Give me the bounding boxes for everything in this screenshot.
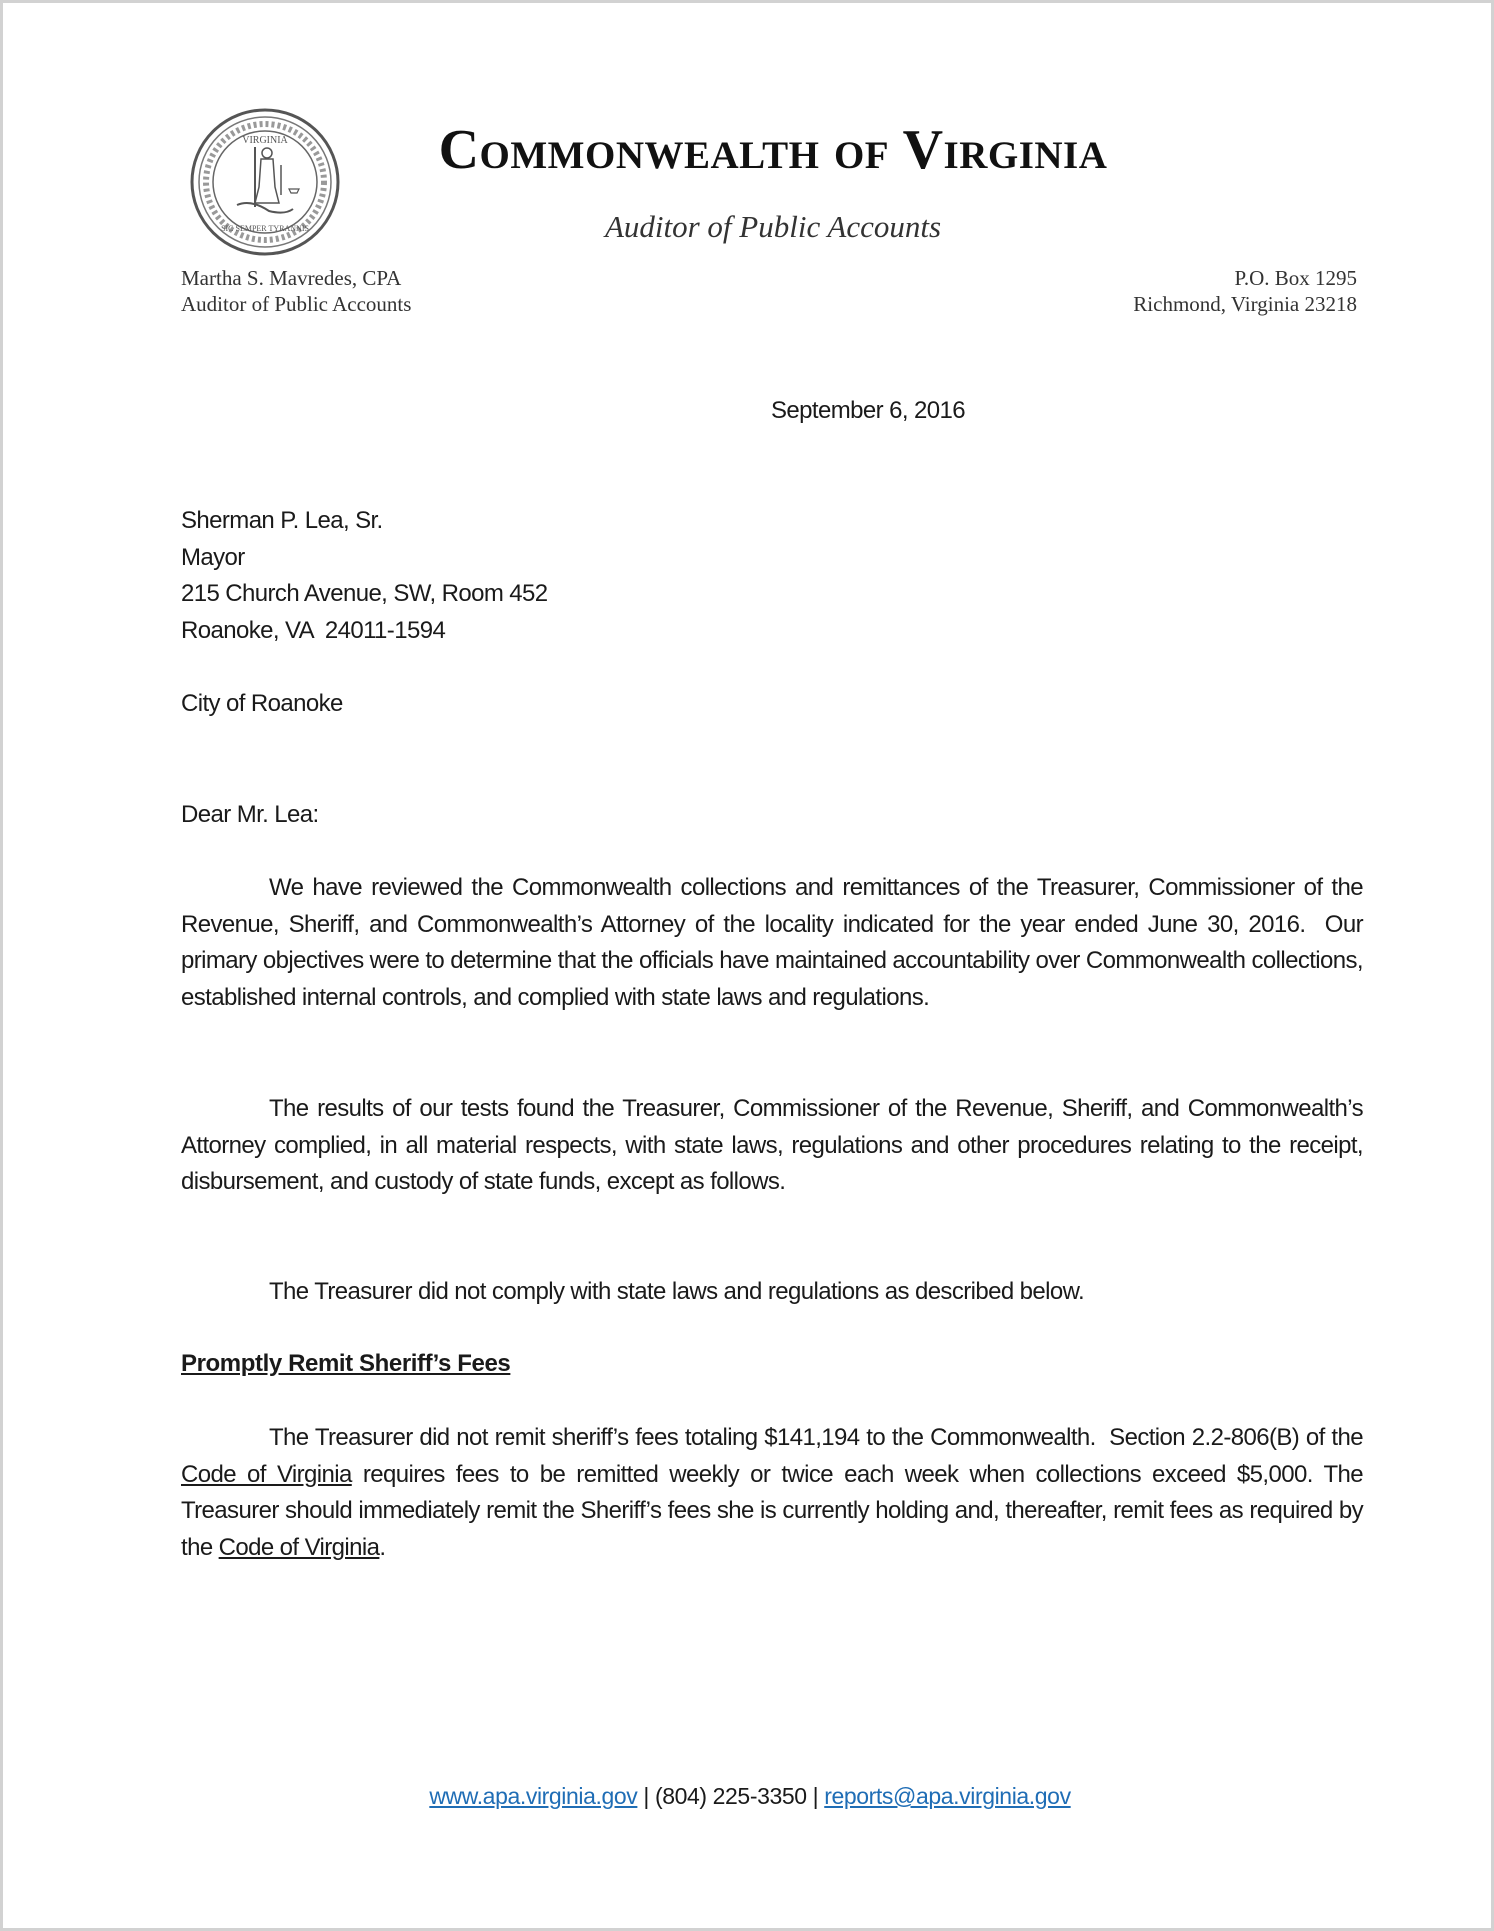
letter-date: September 6, 2016	[771, 397, 965, 424]
paragraph-text: We have reviewed the Commonwealth collections and remittances of the Treasurer, Commissioner of the Revenue, Sheriff, and Commonwealth’s Attorney of the locality indicated for the year ended June 30, 2016. Our primary objectives were to determine that the officials have maintained accountability over Commonwealth collections, established internal controls, and complied with state laws and regulations.	[181, 874, 1370, 1012]
svg-text:SIC SEMPER TYRANNIS: SIC SEMPER TYRANNIS	[221, 224, 309, 233]
svg-text:VIRGINIA: VIRGINIA	[242, 135, 288, 146]
footer-separator: |	[643, 1783, 649, 1809]
letterhead-title: Commonwealth of Virginia	[438, 119, 1108, 181]
recipient-city-state-zip: Roanoke, VA 24011-1594	[181, 617, 446, 645]
finding-text-c: .	[379, 1534, 386, 1562]
virginia-seal-icon	[189, 107, 341, 257]
recipient-name: Sherman P. Lea, Sr.	[181, 507, 383, 534]
paragraph-noncompliance	[181, 1274, 1363, 1311]
finding-heading: Promptly Remit Sheriff’s Fees	[181, 1350, 511, 1377]
recipient-street: 215 Church Avenue, SW, Room 452	[181, 580, 548, 608]
letterhead-subtitle: Auditor of Public Accounts	[604, 209, 942, 244]
phone-number: (804) 225-3350	[654, 1783, 807, 1809]
sender-block	[181, 265, 411, 317]
footer-separator: |	[812, 1783, 819, 1809]
code-of-virginia-ref: Code of Virginia	[218, 1534, 380, 1562]
sender-address-block	[1133, 265, 1357, 317]
footer	[3, 1779, 1494, 1813]
paragraph-text: The results of our tests found the Treasurer, Commissioner of the Revenue, Sheriff, and Commonwealth’s Attorney complied, in all material respects, with state laws, regulations and other procedures relating to the receipt, disbursement, and custody of state funds, except as follows.	[181, 1095, 1363, 1196]
paragraph-review-scope	[181, 870, 1370, 1017]
paragraph-results	[181, 1091, 1363, 1201]
finding-text-b: requires fees to be remitted weekly or twice each week when collections exceed $5,000. The Treasurer should immediately remit the Sheriff’s fees she is currently holding and, thereafter, remit fees as required by the	[181, 1460, 1363, 1562]
recipient-address-block	[181, 503, 548, 650]
salutation: Dear Mr. Lea:	[181, 801, 319, 828]
code-of-virginia-ref: Code of Virginia	[181, 1460, 352, 1488]
finding-text-a: The Treasurer did not remit sheriff’s fees totaling $141,194 to the Commonwealth. Section 2.2-806(B) of the	[269, 1424, 1370, 1451]
sender-title: Auditor of Public Accounts	[181, 292, 412, 316]
sender-name: Martha S. Mavredes, CPA	[181, 266, 402, 290]
paragraph-finding	[181, 1420, 1370, 1567]
city-state-zip: Richmond, Virginia 23218	[1133, 292, 1357, 316]
email-link[interactable]: reports@apa.virginia.gov	[824, 1783, 1071, 1809]
paragraph-text: The Treasurer did not comply with state laws and regulations as described below.	[269, 1278, 1085, 1305]
recipient-title: Mayor	[181, 543, 245, 571]
website-link[interactable]: www.apa.virginia.gov	[429, 1783, 638, 1809]
recipient-locality: City of Roanoke	[181, 690, 343, 717]
po-box: P.O. Box 1295	[1234, 266, 1357, 290]
